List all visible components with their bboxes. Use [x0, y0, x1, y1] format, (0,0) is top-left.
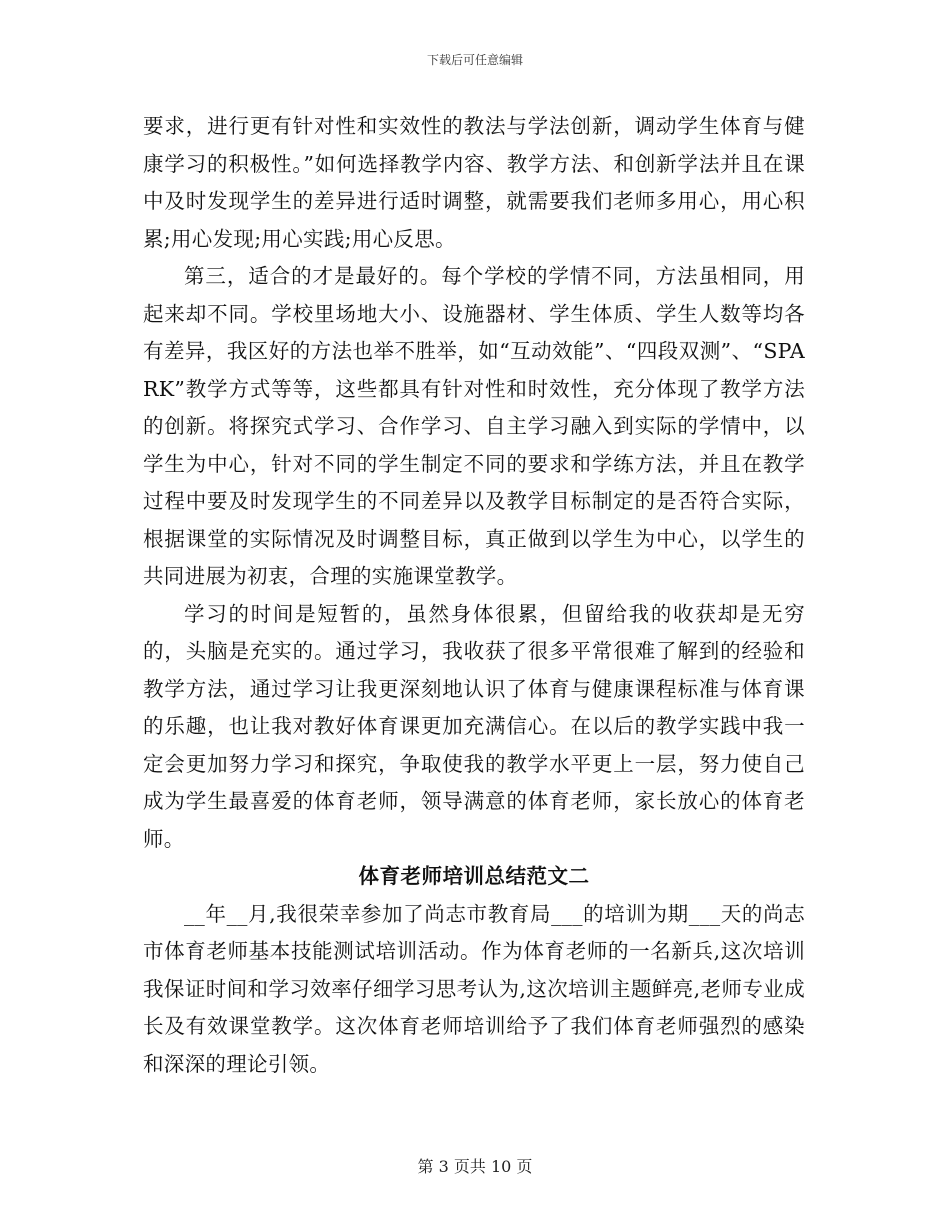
page-number-footer: 第 3 页共 10 页	[417, 1157, 533, 1176]
paragraph-2: 第三，适合的才是最好的。每个学校的学情不同，方法虽相同，用起来却不同。学校里场地大小、设施器材、学生体质、学生人数等均各有差异，我区好的方法也举不胜举，如“互动效能”、“四段双测”、“SPARK”教学方式等等，这些都具有针对性和时效性，充分体现了教学方法的创新。将探究式学习、合作学习、自主学习融入到实际的学情中，以学生为中心，针对不同的学生制定不同的要求和学练方法，并且在教学过程中要及时发现学生的不同差异以及教学目标制定的是否符合实际，根据课堂的实际情况及时调整目标，真正做到以学生为中心，以学生的共同进展为初衷，合理的实施课堂教学。	[143, 264, 805, 588]
paragraph-1: 要求，进行更有针对性和实效性的教法与学法创新，调动学生体育与健康学习的积极性。”如何选择教学内容、教学方法、和创新学法并且在课中及时发现学生的差异进行适时调整，就需要我们老师多用心，用心积累;用心发现;用心实践;用心反思。	[143, 114, 805, 251]
section-heading: 体育老师培训总结范文二	[358, 864, 590, 888]
paragraph-4: __年__月,我很荣幸参加了尚志市教育局___的培训为期___天的尚志市体育老师基本技能测试培训活动。作为体育老师的一名新兵,这次培训我保证时间和学习效率仔细学习思考认为,这次培训主题鲜亮,老师专业成长及有效课堂教学。这次体育老师培训给予了我们体育老师强烈的感染和深深的理论引领。	[143, 901, 805, 1076]
page-header-note: 下载后可任意编辑	[426, 53, 523, 67]
document-body	[143, 108, 805, 1083]
paragraph-3: 学习的时间是短暂的，虽然身体很累，但留给我的收获却是无穷的，头脑是充实的。通过学习，我收获了很多平常很难了解到的经验和教学方法，通过学习让我更深刻地认识了体育与健康课程标准与体育课的乐趣，也让我对教好体育课更加充满信心。在以后的教学实践中我一定会更加努力学习和探究，争取使我的教学水平更上一层，努力使自己成为学生最喜爱的体育老师，领导满意的体育老师，家长放心的体育老师。	[143, 601, 805, 851]
